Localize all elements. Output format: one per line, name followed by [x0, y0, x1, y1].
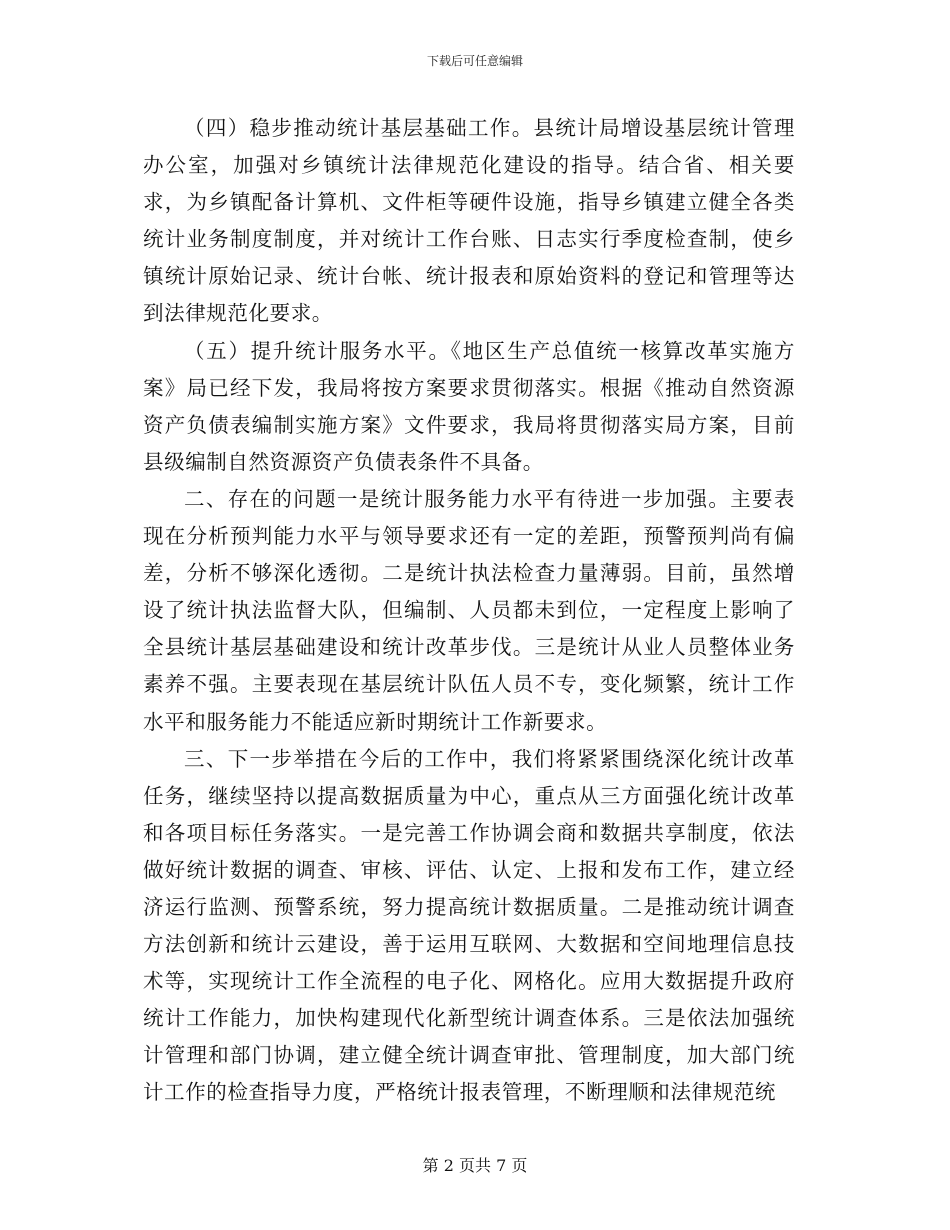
paragraph-section-five: （五）提升统计服务水平。《地区生产总值统一核算改革实施方案》局已经下发，我局将按方案要求贯彻落实。根据《推动自然资源资产负债表编制实施方案》文件要求，我局将贯彻落实局方案，目前县级编制自然资源资产负债表条件不具备。 [143, 338, 795, 474]
page-header-note: 下载后可任意编辑 [426, 54, 523, 68]
paragraph-next-steps: 三、下一步举措在今后的工作中，我们将紧紧围绕深化统计改革任务，继续坚持以提高数据质量为中心，重点从三方面强化统计改革和各项目标任务落实。一是完善工作协调会商和数据共享制度，依法做好统计数据的调查、审核、评估、认定、上报和发布工作，建立经济运行监测、预警系统，努力提高统计数据质量。二是推动统计调查方法创新和统计云建设，善于运用互联网、大数据和空间地理信息技术等，实现统计工作全流程的电子化、网格化。应用大数据提升政府统计工作能力，加快构建现代化新型统计调查体系。三是依法加强统计管理和部门协调，建立健全统计调查审批、管理制度，加大部门统计工作的检查指导力度，严格统计报表管理，不断理顺和法律规范统 [143, 746, 795, 1105]
page-number: 第 2 页共 7 页 [422, 1156, 528, 1175]
paragraph-section-four: （四）稳步推动统计基层基础工作。县统计局增设基层统计管理办公室，加强对乡镇统计法律规范化建设的指导。结合省、相关要求，为乡镇配备计算机、文件柜等硬件设施，指导乡镇建立健全各类统计业务制度制度，并对统计工作台账、日志实行季度检查制，使乡镇统计原始记录、统计台帐、统计报表和原始资料的登记和管理等达到法律规范化要求。 [143, 116, 795, 326]
paragraph-existing-problems: 二、存在的问题一是统计服务能力水平有待进一步加强。主要表现在分析预判能力水平与领导要求还有一定的差距，预警预判尚有偏差，分析不够深化透彻。二是统计执法检查力量薄弱。目前，虽然增设了统计执法监督大队，但编制、人员都未到位，一定程度上影响了全县统计基层基础建设和统计改革步伐。三是统计从业人员整体业务素养不强。主要表现在基层统计队伍人员不专，变化频繁，统计工作水平和服务能力不能适应新时期统计工作新要求。 [143, 486, 795, 734]
document-body [143, 110, 795, 1112]
